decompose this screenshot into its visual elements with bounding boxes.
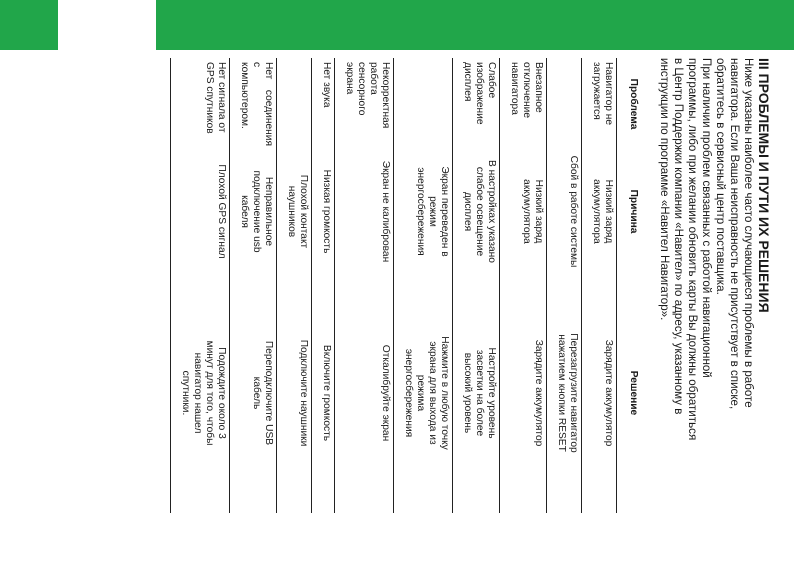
cell-text-line: загружается [591,62,602,120]
intro-line: в Центр Поддержки компании «Навител» по адресу, указанному в [672,58,685,415]
intro-line: программы, либо при желании обновить карты Вы должны обратиться [686,58,699,441]
problem-cell [171,58,230,150]
intro-line: Ниже указаны наиболее часто случающиеся проблемы в работе [742,58,755,408]
section-heading: III ПРОБЛЕМЫ И ПУТИ ИХ РЕШЕНИЯ [756,58,772,313]
cell-text-line: дисплея [462,62,473,102]
column-header-cause: Причина [617,150,644,273]
solution-cell [394,273,453,513]
table-row [277,58,312,513]
cell-text-line: энергосбережения [403,348,414,438]
cell-text-line: Подождите около 3 [216,347,227,439]
cell-text-line: компьютером. [239,62,250,129]
solution-cell [547,273,582,513]
solution-cell [312,273,335,513]
cell-text-line: Низкий заряд [603,179,614,244]
cell-text-line: Сбой в работе системы [568,155,579,268]
rotated-page-content [142,58,772,558]
cell-text-line: Нет сигнала от [216,62,227,133]
cell-text-line: экрана [344,62,355,95]
table-row [394,58,453,513]
problem-cell [335,58,394,150]
solution-cell [500,273,547,513]
table-row [547,58,582,513]
cell-text-line: отключение [521,62,532,118]
cell-text-line: Неправильное [263,176,274,247]
cell-text-line: кабель [251,376,262,410]
cell-text-line: Подключите наушники [298,339,309,447]
cell-text-line: Нет звука [321,62,332,108]
cause-cell [582,150,617,273]
cell-text-line: Плохой GPS сигнал [216,164,227,259]
solution-cell [171,273,230,513]
cause-cell [394,150,453,273]
solution-cell [582,273,617,513]
cell-text-line: подключение usb кабеля [239,170,262,253]
cell-text-line: Навигатор не [603,62,614,126]
cell-text-line: дисплея [462,191,473,232]
intro-line: инструкции по программе «Навител Навигатор». [658,58,671,321]
problem-cell [312,58,335,150]
problem-cell [394,58,453,150]
cell-text-line: нажатием кнопки RESET [556,334,567,452]
problem-cell [582,58,617,150]
intro-line: навигатора. Если Ваша неисправность не присутствует в списке, [728,58,741,410]
cell-text-line: Плохой контакт [298,174,309,249]
column-header-problem: Проблема [617,58,644,150]
cell-text-line: аккумулятора [591,179,602,244]
cell-text-line: засветки на более [474,349,485,437]
cell-text-line: В настройках указано [486,160,497,263]
cell-text-line: аккумулятора [521,179,532,244]
cell-text-line: навигатора [509,62,520,115]
cell-text-line: слабое освещение [474,166,485,257]
solution-cell [230,273,277,513]
cause-cell [547,150,582,273]
cell-text-line: навигатор нашел [192,352,203,434]
problem-cell [277,58,312,150]
problem-cell [500,58,547,150]
solution-cell [453,273,500,513]
table-row [582,58,617,513]
column-header-solution: Решение [617,273,644,513]
cell-text-line: спутники. [180,370,191,416]
cell-text-line: минут для того, чтобы [204,340,215,446]
problem-cell [230,58,277,150]
cause-cell [500,150,547,273]
cell-text-line: Слабое [486,62,497,99]
header-accent-right [156,0,794,50]
cell-text-line: высокий уровень [462,352,473,434]
header-accent-left [0,0,58,50]
cause-cell [277,150,312,273]
table-row [335,58,394,513]
cell-text-line: Настройте уровень [486,347,497,439]
cell-text-line: Низкая громкость [321,169,332,254]
solution-cell [335,273,394,513]
cell-text-line: режима [415,374,426,412]
cell-text-line: Внезапное [533,62,544,113]
cause-cell [312,150,335,273]
intro-text [657,58,755,558]
cause-cell [335,150,394,273]
cell-text-line: Откалибруйте экран [380,344,391,442]
cell-text-line: Экран переведен в [439,166,450,257]
problem-cell [453,58,500,150]
table-row [230,58,277,513]
table-header-row [617,58,644,513]
cell-text-line: Зарядите аккумулятор [603,339,614,447]
table-body [171,58,617,513]
cell-text-line: Нет соединения с [251,62,274,146]
solution-cell [277,273,312,513]
cell-text-line: Зарядите аккумулятор [533,339,544,447]
problem-cell [547,58,582,150]
intro-line: При наличии проблем связанных с работой навигационной [700,58,713,378]
troubleshooting-table [170,58,643,513]
cell-text-line: режим [427,196,438,227]
cell-text-line: Включите громкость [321,344,332,442]
cell-text-line: GPS спутников [204,62,215,134]
cell-text-line: энергосбережения [415,167,426,256]
cell-text-line: изображение [474,62,485,125]
cause-cell [453,150,500,273]
cell-text-line: наушников [286,185,297,238]
cell-text-line: работа сенсорного [356,62,379,116]
cell-text-line: Перезагрузите навигатор [568,333,579,453]
table-row [500,58,547,513]
table-row [453,58,500,513]
cell-text-line: Некорректная [380,62,391,129]
table-row [171,58,230,513]
cause-cell [171,150,230,273]
cause-cell [230,150,277,273]
header-gap [58,0,156,50]
table-row [312,58,335,513]
cell-text-line: Переподключите USB [263,340,274,446]
intro-line: обратитесь в сервисный центр поставщика. [714,58,727,295]
cell-text-line: экрана для выхода из [427,341,438,445]
cell-text-line: Нажмите в любую точку [439,336,450,450]
cell-text-line: Низкий заряд [533,179,544,244]
cell-text-line: Экран не калиброван [380,160,391,263]
